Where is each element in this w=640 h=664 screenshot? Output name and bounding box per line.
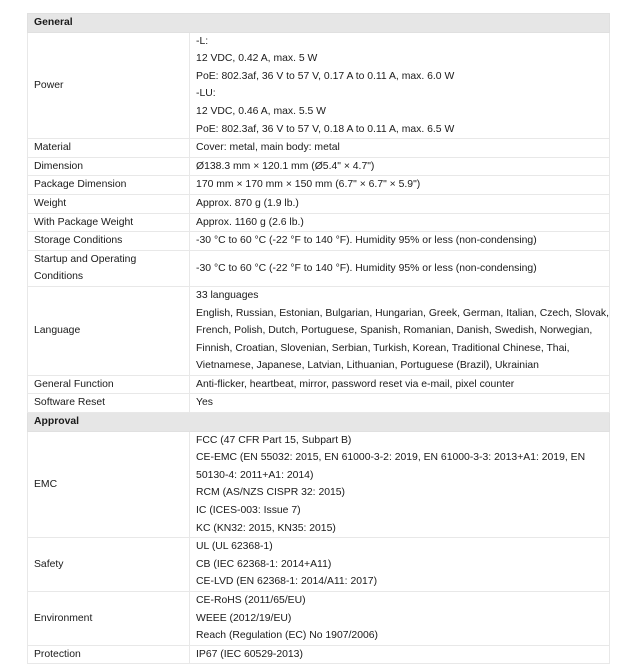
spec-value [190,176,610,195]
spec-label: Material [28,139,190,158]
spec-value-line: IC (ICES-003: Issue 7) [196,505,301,517]
spec-value [190,213,610,232]
spec-value [190,431,610,538]
spec-value [190,375,610,394]
spec-value-line: French, Polish, Dutch, Portuguese, Spanish, Romanian, Danish, Swedish, Norwegian, [196,325,593,337]
spec-row [28,250,610,286]
spec-value [190,232,610,251]
spec-label-line: Startup and Operating [34,253,137,265]
spec-row [28,139,610,158]
spec-value-line: Anti-flicker, heartbeat, mirror, password reset via e-mail, pixel counter [196,378,515,390]
section-title: Approval [28,413,610,432]
spec-row [28,592,610,646]
spec-value-line: FCC (47 CFR Part 15, Subpart B) [196,434,352,446]
spec-value-line: 170 mm × 170 mm × 150 mm (6.7" × 6.7" × 5.9") [196,179,421,191]
spec-row [28,232,610,251]
spec-value-line: 33 languages [196,289,259,301]
spec-value-line: Approx. 870 g (1.9 lb.) [196,197,299,209]
spec-value-line: PoE: 802.3af, 36 V to 57 V, 0.17 A to 0.11 A, max. 6.0 W [196,70,455,82]
section-header-general [28,14,610,33]
spec-row [28,538,610,592]
spec-row [28,645,610,664]
spec-label: Environment [28,592,190,646]
spec-label: With Package Weight [28,213,190,232]
spec-value-line: PoE: 802.3af, 36 V to 57 V, 0.18 A to 0.11 A, max. 6.5 W [196,123,455,135]
spec-value-line: -LU: [196,88,216,100]
spec-value [190,394,610,413]
spec-value-line: CE-LVD (EN 62368-1: 2014/A11: 2017) [196,576,378,588]
spec-row [28,394,610,413]
spec-value-line: -30 °C to 60 °C (-22 °F to 140 °F). Humidity 95% or less (non-condensing) [196,235,537,247]
spec-label: Dimension [28,157,190,176]
spec-value [190,645,610,664]
spec-value-line: Finnish, Croatian, Slovenian, Serbian, Turkish, Korean, Traditional Chinese, Thai, [196,342,570,354]
spec-value [190,538,610,592]
spec-label: Package Dimension [28,176,190,195]
spec-label: Language [28,286,190,375]
spec-value-line: CE-EMC (EN 55032: 2015, EN 61000-3-2: 2019, EN 61000-3-3: 2013+A1: 2019, EN [196,452,586,464]
spec-label: Storage Conditions [28,232,190,251]
spec-label: EMC [28,431,190,538]
spec-label [28,250,190,286]
spec-value-line: 50130-4: 2011+A1: 2014) [196,469,314,481]
spec-value [190,157,610,176]
spec-value-line: RCM (AS/NZS CISPR 32: 2015) [196,487,346,499]
spec-value [190,250,610,286]
spec-label: Safety [28,538,190,592]
spec-value-line: -30 °C to 60 °C (-22 °F to 140 °F). Humidity 95% or less (non-condensing) [196,262,537,274]
spec-value-line: UL (UL 62368-1) [196,541,273,553]
spec-value-line: Reach (Regulation (EC) No 1907/2006) [196,630,378,642]
spec-row [28,213,610,232]
spec-value-line: 12 VDC, 0.42 A, max. 5 W [196,53,318,65]
section-title: General [28,14,610,33]
spec-label: Software Reset [28,394,190,413]
spec-row [28,176,610,195]
spec-row [28,431,610,538]
spec-value [190,194,610,213]
spec-value [190,592,610,646]
spec-value-line: 12 VDC, 0.46 A, max. 5.5 W [196,105,326,117]
spec-label: Weight [28,194,190,213]
spec-table-body [28,14,610,664]
spec-value-line: Ø138.3 mm × 120.1 mm (Ø5.4" × 4.7") [196,160,375,172]
spec-value [190,139,610,158]
spec-row [28,157,610,176]
spec-value [190,286,610,375]
spec-table [27,13,610,664]
spec-value-line: CE-RoHS (2011/65/EU) [196,595,306,606]
spec-value [190,32,610,139]
spec-value-line: Yes [196,397,213,409]
spec-row [28,194,610,213]
spec-value-line: -L: [196,35,209,47]
spec-value-line: Approx. 1160 g (2.6 lb.) [196,216,304,228]
section-header-approval [28,413,610,432]
spec-value-line: English, Russian, Estonian, Bulgarian, Hungarian, Greek, German, Italian, Czech, Slovak, [196,307,609,319]
spec-row [28,32,610,139]
spec-label: General Function [28,375,190,394]
spec-value-line: Vietnamese, Japanese, Latvian, Lithuanian, Portuguese (Brazil), Ukrainian [196,360,539,372]
spec-value-line: KC (KN32: 2015, KN35: 2015) [196,522,336,534]
spec-value-line: CB (IEC 62368-1: 2014+A11) [196,558,332,570]
spec-label-line: Conditions [34,271,84,283]
spec-value-line: IP67 (IEC 60529-2013) [196,648,303,660]
spec-label: Power [28,32,190,139]
spec-value-line: WEEE (2012/19/EU) [196,612,292,624]
spec-label: Protection [28,645,190,664]
spec-value-line: Cover: metal, main body: metal [196,142,340,154]
spec-row [28,375,610,394]
spec-row [28,286,610,375]
